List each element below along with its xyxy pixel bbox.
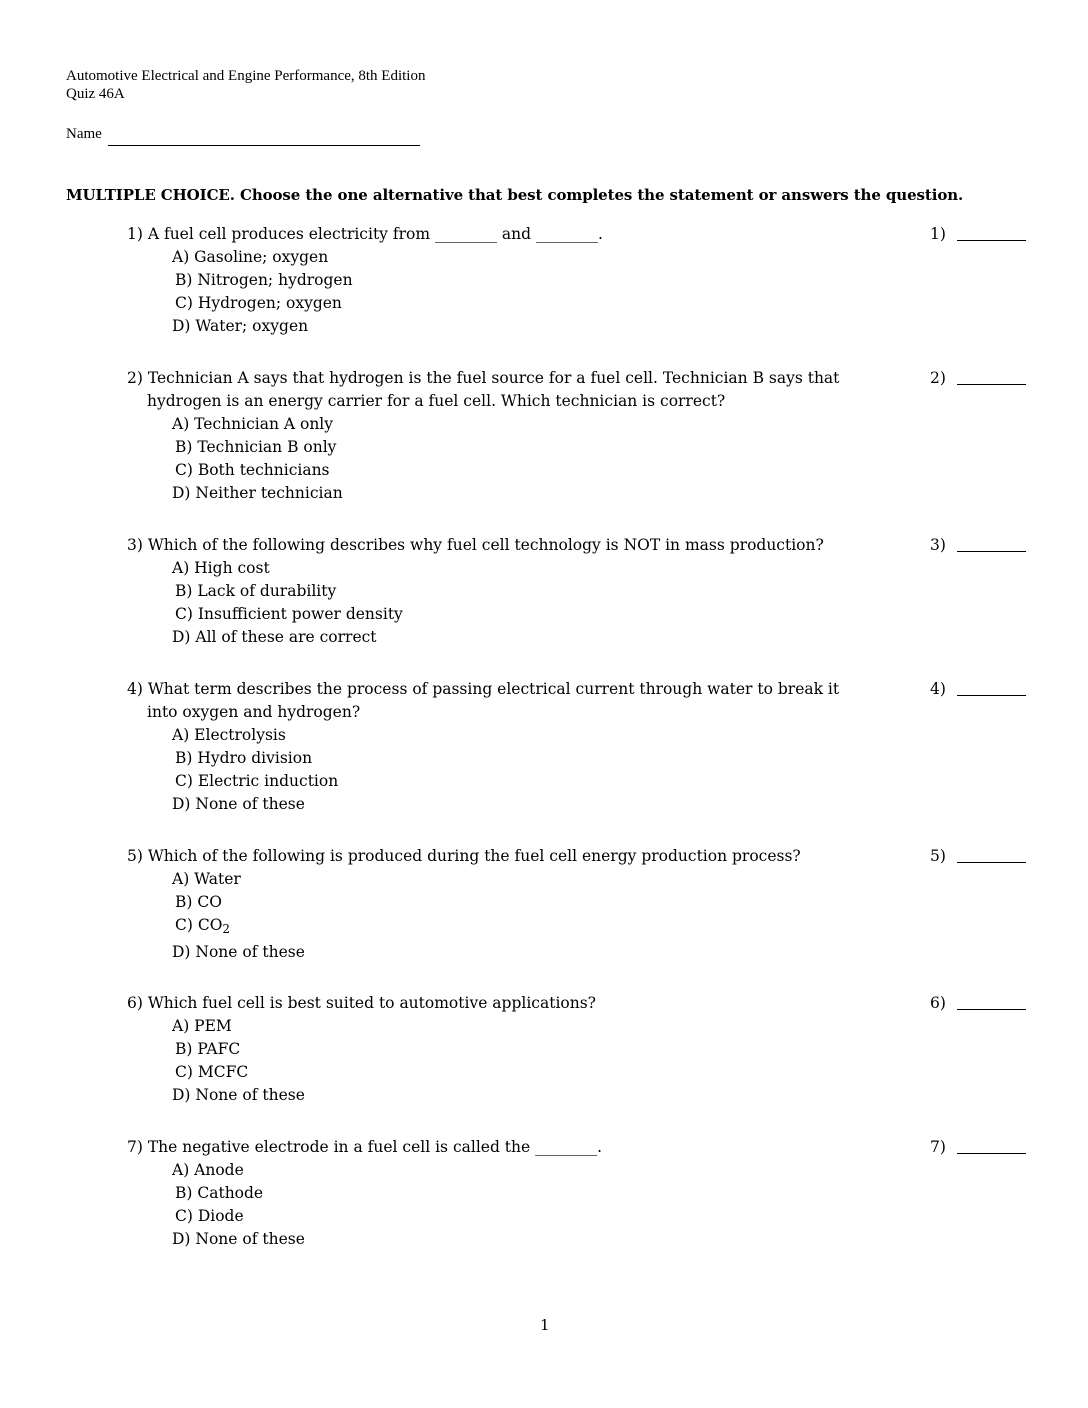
option-c [175, 914, 1067, 941]
name-field[interactable] [108, 145, 420, 146]
answer-line[interactable] [957, 240, 1026, 241]
subscript: 2 [222, 922, 231, 936]
question-text: 2) Technician A says that hydrogen is the fuel source for a fuel cell. Technician B says that hydrogen is an energy carrier for a fuel cell. Which technician is correct? [127, 369, 840, 410]
answer-line[interactable] [957, 1009, 1026, 1010]
answer-number: 1) [930, 225, 946, 243]
option-c [175, 459, 1067, 482]
question-2 [127, 367, 1067, 505]
instructions: MULTIPLE CHOICE. Choose the one alternative that best completes the statement or answers the question. [66, 186, 964, 204]
name-label: Name [66, 126, 102, 142]
answer-number: 5) [930, 847, 946, 865]
option-d [172, 482, 1067, 505]
option-text: D) All of these are correct [172, 628, 377, 646]
question-text: 6) Which fuel cell is best suited to automotive applications? [127, 994, 596, 1012]
option-b [175, 436, 1067, 459]
option-text: C) Diode [175, 1207, 244, 1225]
option-b [175, 747, 1067, 770]
option-d [172, 1228, 1067, 1251]
option-text: C) Hydrogen; oxygen [175, 294, 342, 312]
option-text: A) Electrolysis [172, 726, 286, 744]
option-text: C) MCFC [175, 1063, 249, 1081]
option-text: A) Gasoline; oxygen [172, 248, 329, 266]
answer-line[interactable] [957, 384, 1026, 385]
question-3 [127, 534, 1067, 649]
option-text: B) Hydro division [175, 749, 313, 767]
answer-number: 4) [930, 680, 946, 698]
answer-number: 7) [930, 1138, 946, 1156]
option-c [175, 1061, 1067, 1084]
option-text: B) CO [175, 893, 222, 911]
option-d [172, 1084, 1067, 1107]
option-a [172, 246, 1067, 269]
answer-number: 6) [930, 994, 946, 1012]
option-text: C) Both technicians [175, 461, 330, 479]
option-c [175, 770, 1067, 793]
question-1 [127, 223, 1067, 338]
question-text: 4) What term describes the process of passing electrical current through water to break it into oxygen and hydrogen? [127, 680, 840, 721]
option-text: A) High cost [172, 559, 270, 577]
option-text: D) Water; oxygen [172, 317, 309, 335]
option-b [175, 1038, 1067, 1061]
option-text: D) None of these [172, 1086, 305, 1104]
answer-number: 2) [930, 369, 946, 387]
option-d [172, 626, 1067, 649]
option-c [175, 603, 1067, 626]
answer-number: 3) [930, 536, 946, 554]
question-5 [127, 845, 1067, 964]
option-a [172, 1159, 1067, 1182]
option-d [172, 941, 1067, 964]
option-text: C) Electric induction [175, 772, 339, 790]
option-text: B) Cathode [175, 1184, 264, 1202]
option-text: B) PAFC [175, 1040, 241, 1058]
option-text: C) Insufficient power density [175, 605, 403, 623]
option-b [175, 269, 1067, 292]
course-title: Automotive Electrical and Engine Performance, 8th Edition [66, 68, 426, 84]
option-text: D) Neither technician [172, 484, 343, 502]
page-number: 1 [540, 1316, 550, 1334]
option-text: A) Technician A only [172, 415, 334, 433]
question-4 [127, 678, 1067, 816]
option-a [172, 724, 1067, 747]
answer-line[interactable] [957, 695, 1026, 696]
answer-line[interactable] [957, 862, 1026, 863]
option-text: A) PEM [172, 1017, 232, 1035]
option-b [175, 891, 1067, 914]
option-a [172, 557, 1067, 580]
option-c [175, 1205, 1067, 1228]
option-text: C) CO [175, 916, 223, 934]
answer-line[interactable] [957, 1153, 1026, 1154]
question-text: 1) A fuel cell produces electricity from ________ and ________. [127, 225, 603, 243]
option-a [172, 1015, 1067, 1038]
option-text: D) None of these [172, 943, 305, 961]
question-text: 5) Which of the following is produced during the fuel cell energy production process? [127, 847, 801, 865]
option-c [175, 292, 1067, 315]
option-text: B) Technician B only [175, 438, 337, 456]
question-7 [127, 1136, 1067, 1251]
question-6 [127, 992, 1067, 1107]
quiz-title: Quiz 46A [66, 86, 125, 102]
option-text: D) None of these [172, 1230, 305, 1248]
option-a [172, 413, 1067, 436]
question-text: 3) Which of the following describes why fuel cell technology is NOT in mass production? [127, 536, 824, 554]
option-b [175, 580, 1067, 603]
option-text: B) Lack of durability [175, 582, 337, 600]
question-text: 7) The negative electrode in a fuel cell is called the ________. [127, 1138, 603, 1156]
option-text: A) Anode [172, 1161, 244, 1179]
option-d [172, 793, 1067, 816]
answer-line[interactable] [957, 551, 1026, 552]
option-text: A) Water [172, 870, 241, 888]
option-d [172, 315, 1067, 338]
option-a [172, 868, 1067, 891]
option-text: B) Nitrogen; hydrogen [175, 271, 353, 289]
option-b [175, 1182, 1067, 1205]
option-text: D) None of these [172, 795, 305, 813]
